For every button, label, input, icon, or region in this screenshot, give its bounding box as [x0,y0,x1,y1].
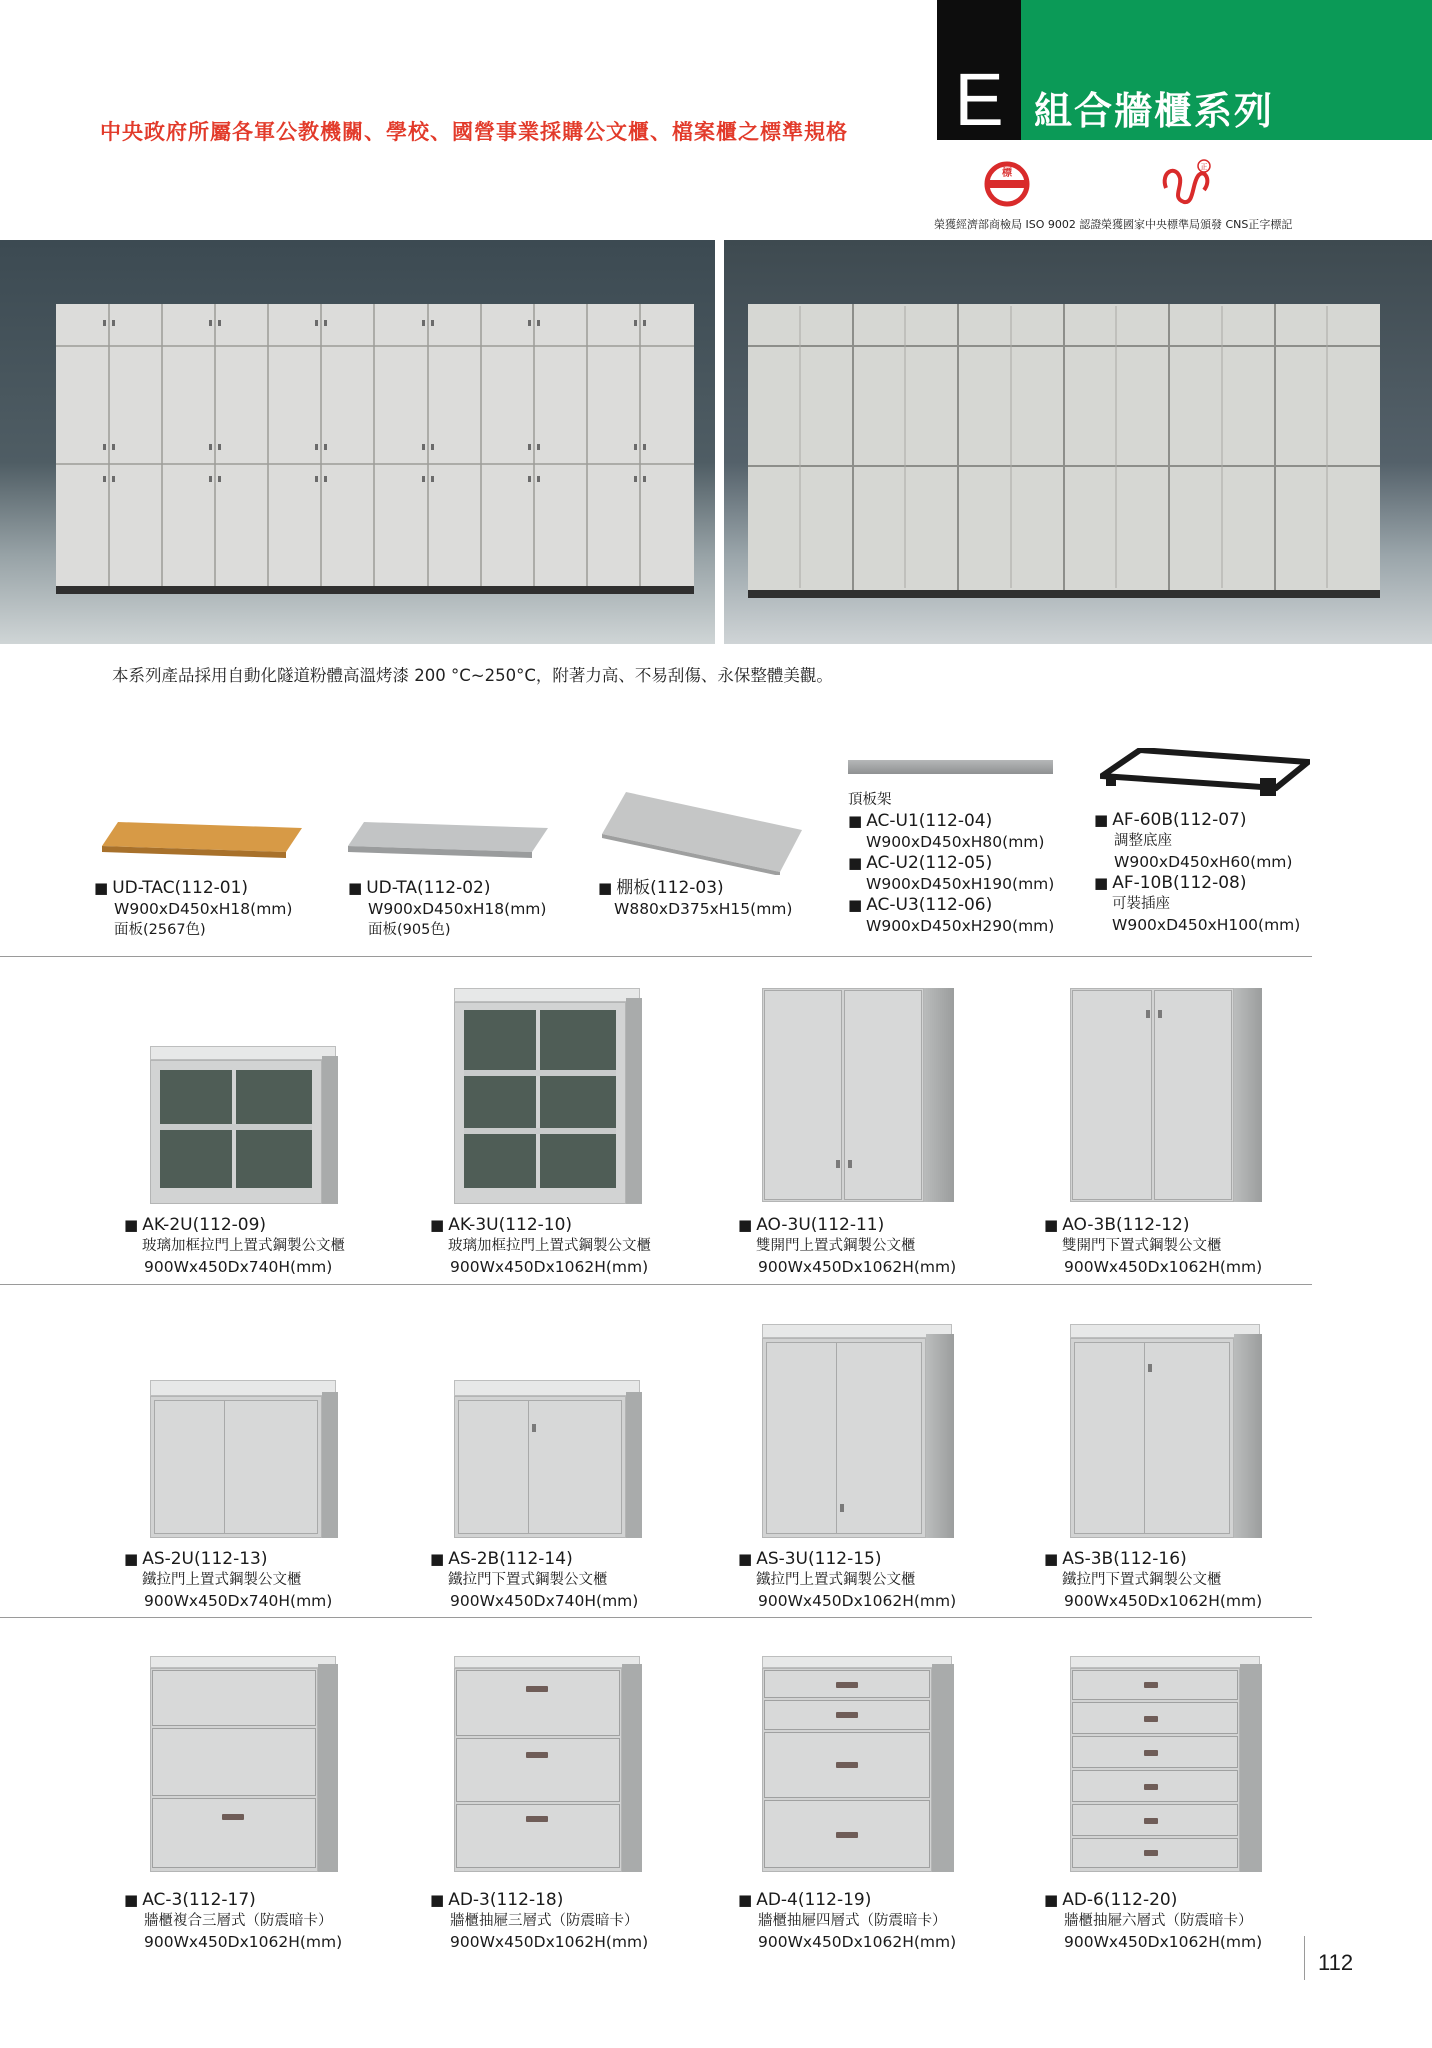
iso-certification-icon [983,160,1031,208]
as-2b-size: 900Wx450Dx740H(mm) [450,1592,639,1610]
ak-2u-cabinet-image [150,1046,340,1204]
bullet-mark: ■ [1044,1891,1059,1909]
ad-3-desc: 牆櫃抽屜三層式（防震暗卡） [450,1913,639,1929]
as-3u-label [738,1549,956,1612]
section-divider [0,1617,1312,1618]
ad-4-cabinet-image [762,1656,956,1872]
shelf-board-image [600,790,805,875]
ac-u3-size: W900xD450xH290(mm) [866,917,1055,935]
ad-4-desc: 牆櫃抽屜四層式（防震暗卡） [758,1913,947,1929]
ak-2u-model: AK-2U(112-09) [142,1215,267,1235]
bullet-mark: ■ [738,1216,753,1234]
as-2u-desc: 鐵拉門上置式鋼製公文櫃 [142,1572,302,1588]
bullet-mark: ■ [738,1550,753,1568]
ad-6-size: 900Wx450Dx1062H(mm) [1064,1933,1263,1951]
bullet-mark: ■ [1094,811,1109,829]
as-3b-cabinet-image [1070,1324,1264,1538]
af-60b-desc: 調整底座 [1114,833,1172,849]
iso-logo-text: 標 [1002,168,1012,179]
af-10b-model: AF-10B(112-08) [1112,873,1247,893]
series-title: 組合牆櫃系列 [1034,89,1275,133]
as-3b-size: 900Wx450Dx1062H(mm) [1064,1592,1263,1610]
ac-u3-model: AC-U3(112-06) [866,895,993,915]
section-divider [0,956,1312,957]
ad-4-label [738,1890,956,1953]
ad-6-cabinet-image [1070,1656,1264,1872]
bullet-mark: ■ [1044,1216,1059,1234]
ac-u1-size: W900xD450xH80(mm) [866,833,1045,851]
as-2b-desc: 鐵拉門下置式鋼製公文櫃 [448,1572,608,1588]
as-3b-desc: 鐵拉門下置式鋼製公文櫃 [1062,1572,1222,1588]
bullet-mark: ■ [124,1216,139,1234]
ak-3u-model: AK-3U(112-10) [448,1215,573,1235]
bullet-mark: ■ [738,1891,753,1909]
ak-3u-label [430,1215,651,1278]
bullet-mark: ■ [848,896,863,914]
bullet-mark: ■ [430,1216,445,1234]
bullet-mark: ■ [430,1550,445,1568]
wall-cabinet-photo-sliding-doors [724,240,1432,644]
af-10b-desc: 可裝插座 [1112,896,1170,912]
section-divider [0,1284,1312,1285]
as-2u-label [124,1549,332,1612]
as-3b-label [1044,1549,1262,1612]
top-frame-image [848,760,1053,774]
series-intro-text: 本系列產品採用自動化隧道粉體高溫烤漆 200 °C~250°C，附著力高、不易刮傷、永保整體美觀。 [112,666,833,685]
ao-3u-size: 900Wx450Dx1062H(mm) [758,1258,957,1276]
ak-3u-desc: 玻璃加框拉門上置式鋼製公文櫃 [448,1238,651,1254]
ac-3-model: AC-3(112-17) [142,1890,256,1910]
ao-3u-desc: 雙開門上置式鋼製公文櫃 [756,1238,916,1254]
swing-door-cabinet-wall [0,240,715,644]
bullet-mark: ■ [430,1891,445,1909]
ac-u2-model: AC-U2(112-05) [866,853,993,873]
as-3b-model: AS-3B(112-16) [1062,1549,1187,1569]
ac-3-size: 900Wx450Dx1062H(mm) [144,1933,343,1951]
ac-u1-model: AC-U1(112-04) [866,811,993,831]
ao-3b-size: 900Wx450Dx1062H(mm) [1064,1258,1263,1276]
ao-3u-label [738,1215,956,1278]
iso-certification-caption: 榮獲經濟部商檢局 ISO 9002 認證 [934,218,1102,231]
as-3u-size: 900Wx450Dx1062H(mm) [758,1592,957,1610]
as-2u-cabinet-image [150,1380,340,1538]
ao-3u-cabinet-image [762,988,956,1202]
series-letter-block [937,0,1021,140]
cns-mark-icon [1158,158,1214,210]
ad-4-size: 900Wx450Dx1062H(mm) [758,1933,957,1951]
af-10b-size: W900xD450xH100(mm) [1112,916,1301,934]
cns-mark-caption: 榮獲國家中央標準局頒發 CNS正字標記 [1101,218,1293,231]
ao-3b-desc: 雙開門下置式鋼製公文櫃 [1062,1238,1222,1254]
ao-3b-model: AO-3B(112-12) [1062,1215,1190,1235]
bullet-mark: ■ [124,1550,139,1568]
as-3u-desc: 鐵拉門上置式鋼製公文櫃 [756,1572,916,1588]
as-2b-cabinet-image [454,1380,644,1538]
ad-3-model: AD-3(112-18) [448,1890,564,1910]
ud-tac-desc: 面板(2567色) [114,922,206,938]
as-3u-cabinet-image [762,1324,956,1538]
ac-3-cabinet-image [150,1656,340,1872]
as-2u-model: AS-2U(112-13) [142,1549,268,1569]
ud-tac-model: UD-TAC(112-01) [112,878,249,898]
wall-cabinet-photo-swing-doors [0,240,715,644]
ak-2u-label [124,1215,345,1278]
ad-3-size: 900Wx450Dx1062H(mm) [450,1933,649,1951]
bullet-mark: ■ [348,879,363,897]
ad-6-desc: 牆櫃抽屜六層式（防震暗卡） [1064,1913,1253,1929]
top-frame-label [848,790,1054,937]
page-number-rule [1304,1936,1305,1980]
ud-tac-label [94,878,292,941]
ak-2u-size: 900Wx450Dx740H(mm) [144,1258,333,1276]
base-label [1094,810,1300,936]
ad-3-label [430,1890,648,1953]
ud-ta-model: UD-TA(112-02) [366,878,491,898]
bullet-mark: ■ [124,1891,139,1909]
ud-tac-panel-image [100,820,305,870]
page-subtitle: 中央政府所屬各軍公教機關、學校、國營事業採購公文櫃、檔案櫃之標準規格 [100,120,848,144]
bullet-mark: ■ [848,854,863,872]
ad-4-model: AD-4(112-19) [756,1890,872,1910]
as-2b-model: AS-2B(112-14) [448,1549,573,1569]
page-number: 112 [1318,1950,1354,1975]
adjustable-base-image [1100,748,1310,800]
ao-3b-cabinet-image [1070,988,1264,1202]
bullet-mark: ■ [1094,874,1109,892]
shelf-label [598,878,792,920]
series-letter: E [954,58,1004,140]
ud-ta-desc: 面板(905色) [368,922,451,938]
ud-tac-size: W900xD450xH18(mm) [114,900,293,918]
as-2b-label [430,1549,638,1612]
ac-3-label [124,1890,342,1953]
ad-6-model: AD-6(112-20) [1062,1890,1178,1910]
ac-u2-size: W900xD450xH190(mm) [866,875,1055,893]
as-2u-size: 900Wx450Dx740H(mm) [144,1592,333,1610]
sliding-door-cabinet-wall [724,240,1432,644]
bullet-mark: ■ [848,812,863,830]
ac-3-desc: 牆櫃複合三層式（防震暗卡） [144,1913,333,1929]
ud-ta-label [348,878,546,941]
af-60b-size: W900xD450xH60(mm) [1114,853,1293,871]
as-3u-model: AS-3U(112-15) [756,1549,882,1569]
ak-3u-cabinet-image [454,988,644,1204]
ad-3-cabinet-image [454,1656,644,1872]
ao-3u-model: AO-3U(112-11) [756,1215,885,1235]
top-frame-heading: 頂板架 [848,792,892,808]
shelf-model: 棚板(112-03) [616,878,724,898]
cns-logo-text: 正 [1200,163,1208,171]
ak-2u-desc: 玻璃加框拉門上置式鋼製公文櫃 [142,1238,345,1254]
bullet-mark: ■ [1044,1550,1059,1568]
af-60b-model: AF-60B(112-07) [1112,810,1247,830]
ad-6-label [1044,1890,1262,1953]
bullet-mark: ■ [598,879,613,897]
ak-3u-size: 900Wx450Dx1062H(mm) [450,1258,649,1276]
bullet-mark: ■ [94,879,109,897]
ud-ta-size: W900xD450xH18(mm) [368,900,547,918]
ao-3b-label [1044,1215,1262,1278]
shelf-size: W880xD375xH15(mm) [614,900,793,918]
ud-ta-panel-image [346,820,551,870]
